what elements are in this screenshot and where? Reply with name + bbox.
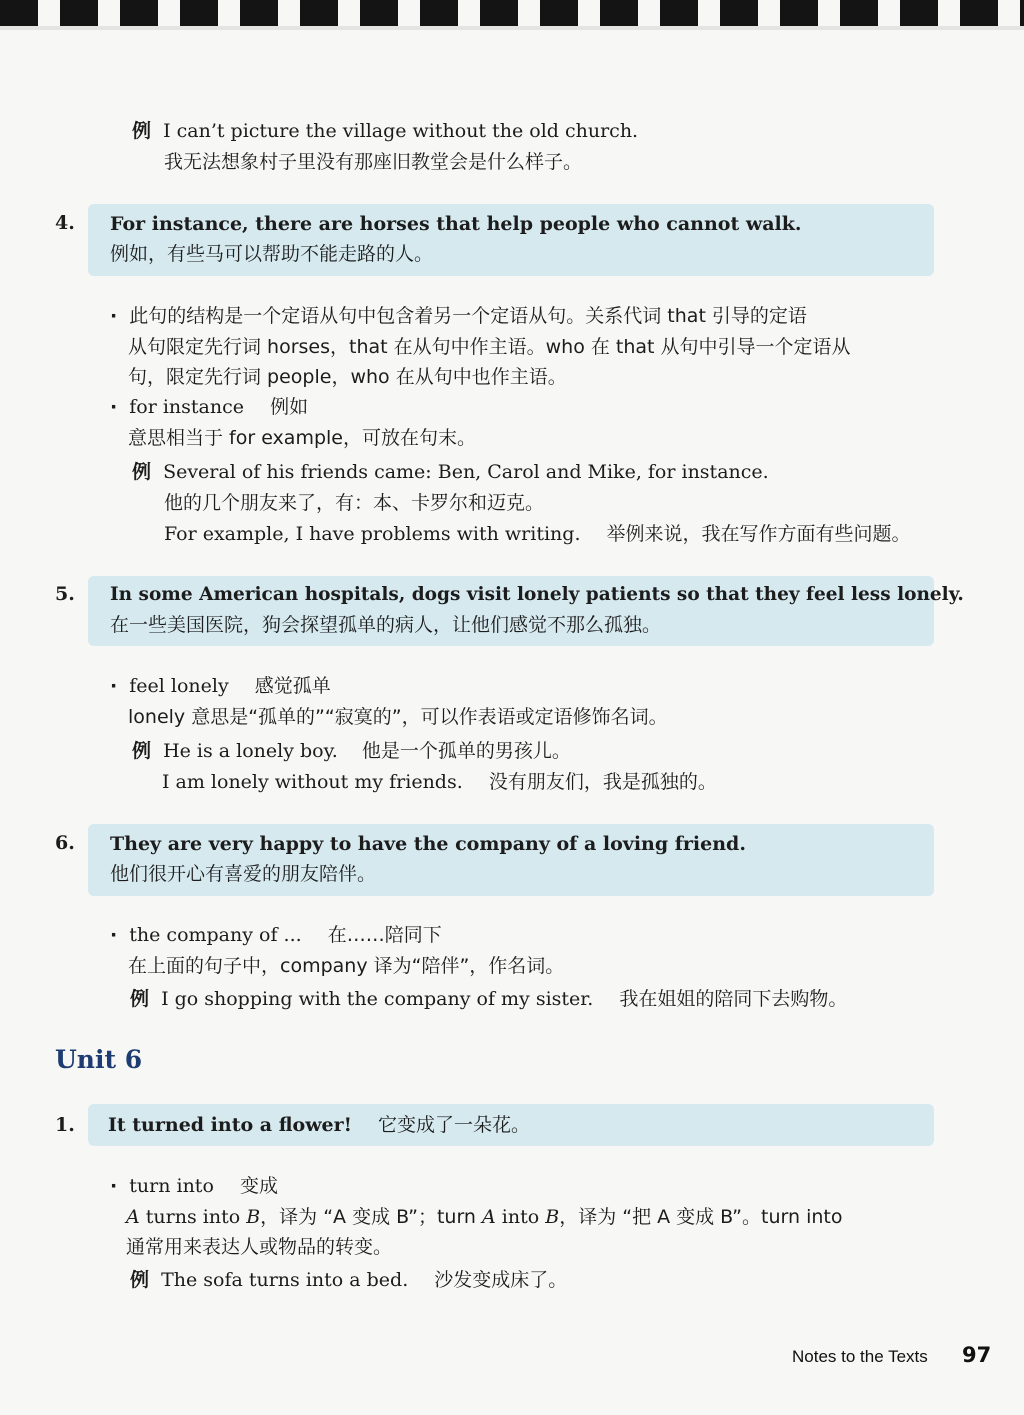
key-sentence: In some American hospitals, dogs visit lonely patients so that they feel less lonely. [110,584,964,605]
example-translation: 我无法想象村子里没有那座旧教堂会是什么样子。 [164,151,583,173]
note-number: 1. [55,1114,75,1136]
term-description: 在上面的句子中，company 译为“陪伴”，作名词。 [128,955,565,977]
page-top-border-line [0,26,1024,30]
bullet-text: 从句限定先行词 horses，that 在从句中作主语。who 在 that 从句中引导一个定语从 [128,336,851,358]
example-sentence: I go shopping with the company of my sister. [161,988,594,1010]
key-sentence-translation: 他们很开心有喜爱的朋友陪伴。 [110,863,377,885]
example-sentence: For example, I have problems with writing. [164,523,581,545]
bullet-item [110,922,442,948]
term-description: A turns into B，译为 “A 变成 B”；turn A into B，译为 “把 A 变成 B”。turn into [126,1206,843,1228]
term: feel lonely [129,675,229,697]
example-translation: 没有朋友们，我是孤独的。 [488,771,717,793]
example-marker: 例 [130,988,150,1010]
example-translation: 沙发变成床了。 [434,1269,568,1291]
key-sentence-translation: 在一些美国医院，狗会探望孤单的病人，让他们感觉不那么孤独。 [110,614,662,636]
example-sentence: I can’t picture the village without the old church. [163,120,639,142]
bullet-marker: · [110,1175,118,1197]
term-meaning: 例如 [270,396,309,418]
term: for instance [129,396,245,418]
example-marker: 例 [132,740,152,762]
key-sentence: For instance, there are horses that help people who cannot walk. [110,213,802,235]
note-number: 6. [55,832,75,854]
example-line [164,521,911,547]
term-description: 通常用来表达人或物品的转变。 [126,1236,393,1258]
bullet-item [110,303,807,329]
key-sentence-translation: 例如，有些马可以帮助不能走路的人。 [110,243,434,265]
bullet-item [110,1173,278,1199]
example-sentence: The sofa turns into a bed. [161,1269,409,1291]
bullet-item [110,673,331,699]
example-line [132,459,769,485]
key-sentence: It turned into a flower! [108,1114,352,1136]
example-sentence: He is a lonely boy. [163,740,338,762]
term: turn into [129,1175,214,1197]
example-line [130,1267,567,1293]
example-translation: 举例来说，我在写作方面有些问题。 [606,523,911,545]
example-sentence: Several of his friends came: Ben, Carol and Mike, for instance. [163,461,769,483]
bullet-marker: · [110,675,118,697]
key-sentence: They are very happy to have the company of a loving friend. [110,833,746,855]
bullet-marker: · [110,396,118,418]
term: the company of ... [129,924,302,946]
example-marker: 例 [130,1269,150,1291]
example-translation: 他的几个朋友来了，有：本、卡罗尔和迈克。 [164,492,545,514]
term-meaning: 变成 [239,1175,278,1197]
example-line [130,986,847,1012]
page-number: 97 [962,1343,992,1367]
note-number: 5. [55,583,75,605]
term-description: lonely 意思是“孤单的”“寂寞的”，可以作表语或定语修饰名词。 [128,706,668,728]
key-sentence-line [108,1112,530,1138]
term-meaning: 感觉孤单 [254,675,331,697]
term-description: 意思相当于 for example，可放在句末。 [128,427,476,449]
bullet-marker: · [110,305,118,327]
term-meaning: 在……陪同下 [327,924,442,946]
example-line [132,118,638,144]
bullet-text: 此句的结构是一个定语从句中包含着另一个定语从句。关系代词 that 引导的定语 [129,305,807,327]
page-top-border [0,0,1024,26]
example-translation: 我在姐姐的陪同下去购物。 [619,988,848,1010]
key-sentence-translation: 它变成了一朵花。 [378,1114,531,1136]
example-sentence: I am lonely without my friends. [162,771,463,793]
example-line [162,769,717,795]
example-line [132,738,571,764]
example-marker: 例 [132,461,152,483]
example-translation: 他是一个孤单的男孩儿。 [361,740,571,762]
example-marker: 例 [132,120,152,142]
note-number: 4. [55,212,75,234]
footer-label: Notes to the Texts [792,1347,928,1366]
bullet-marker: · [110,924,118,946]
bullet-text: 句，限定先行词 people，who 在从句中也作主语。 [128,366,567,388]
bullet-item [110,394,308,420]
unit-heading: Unit 6 [55,1045,143,1074]
